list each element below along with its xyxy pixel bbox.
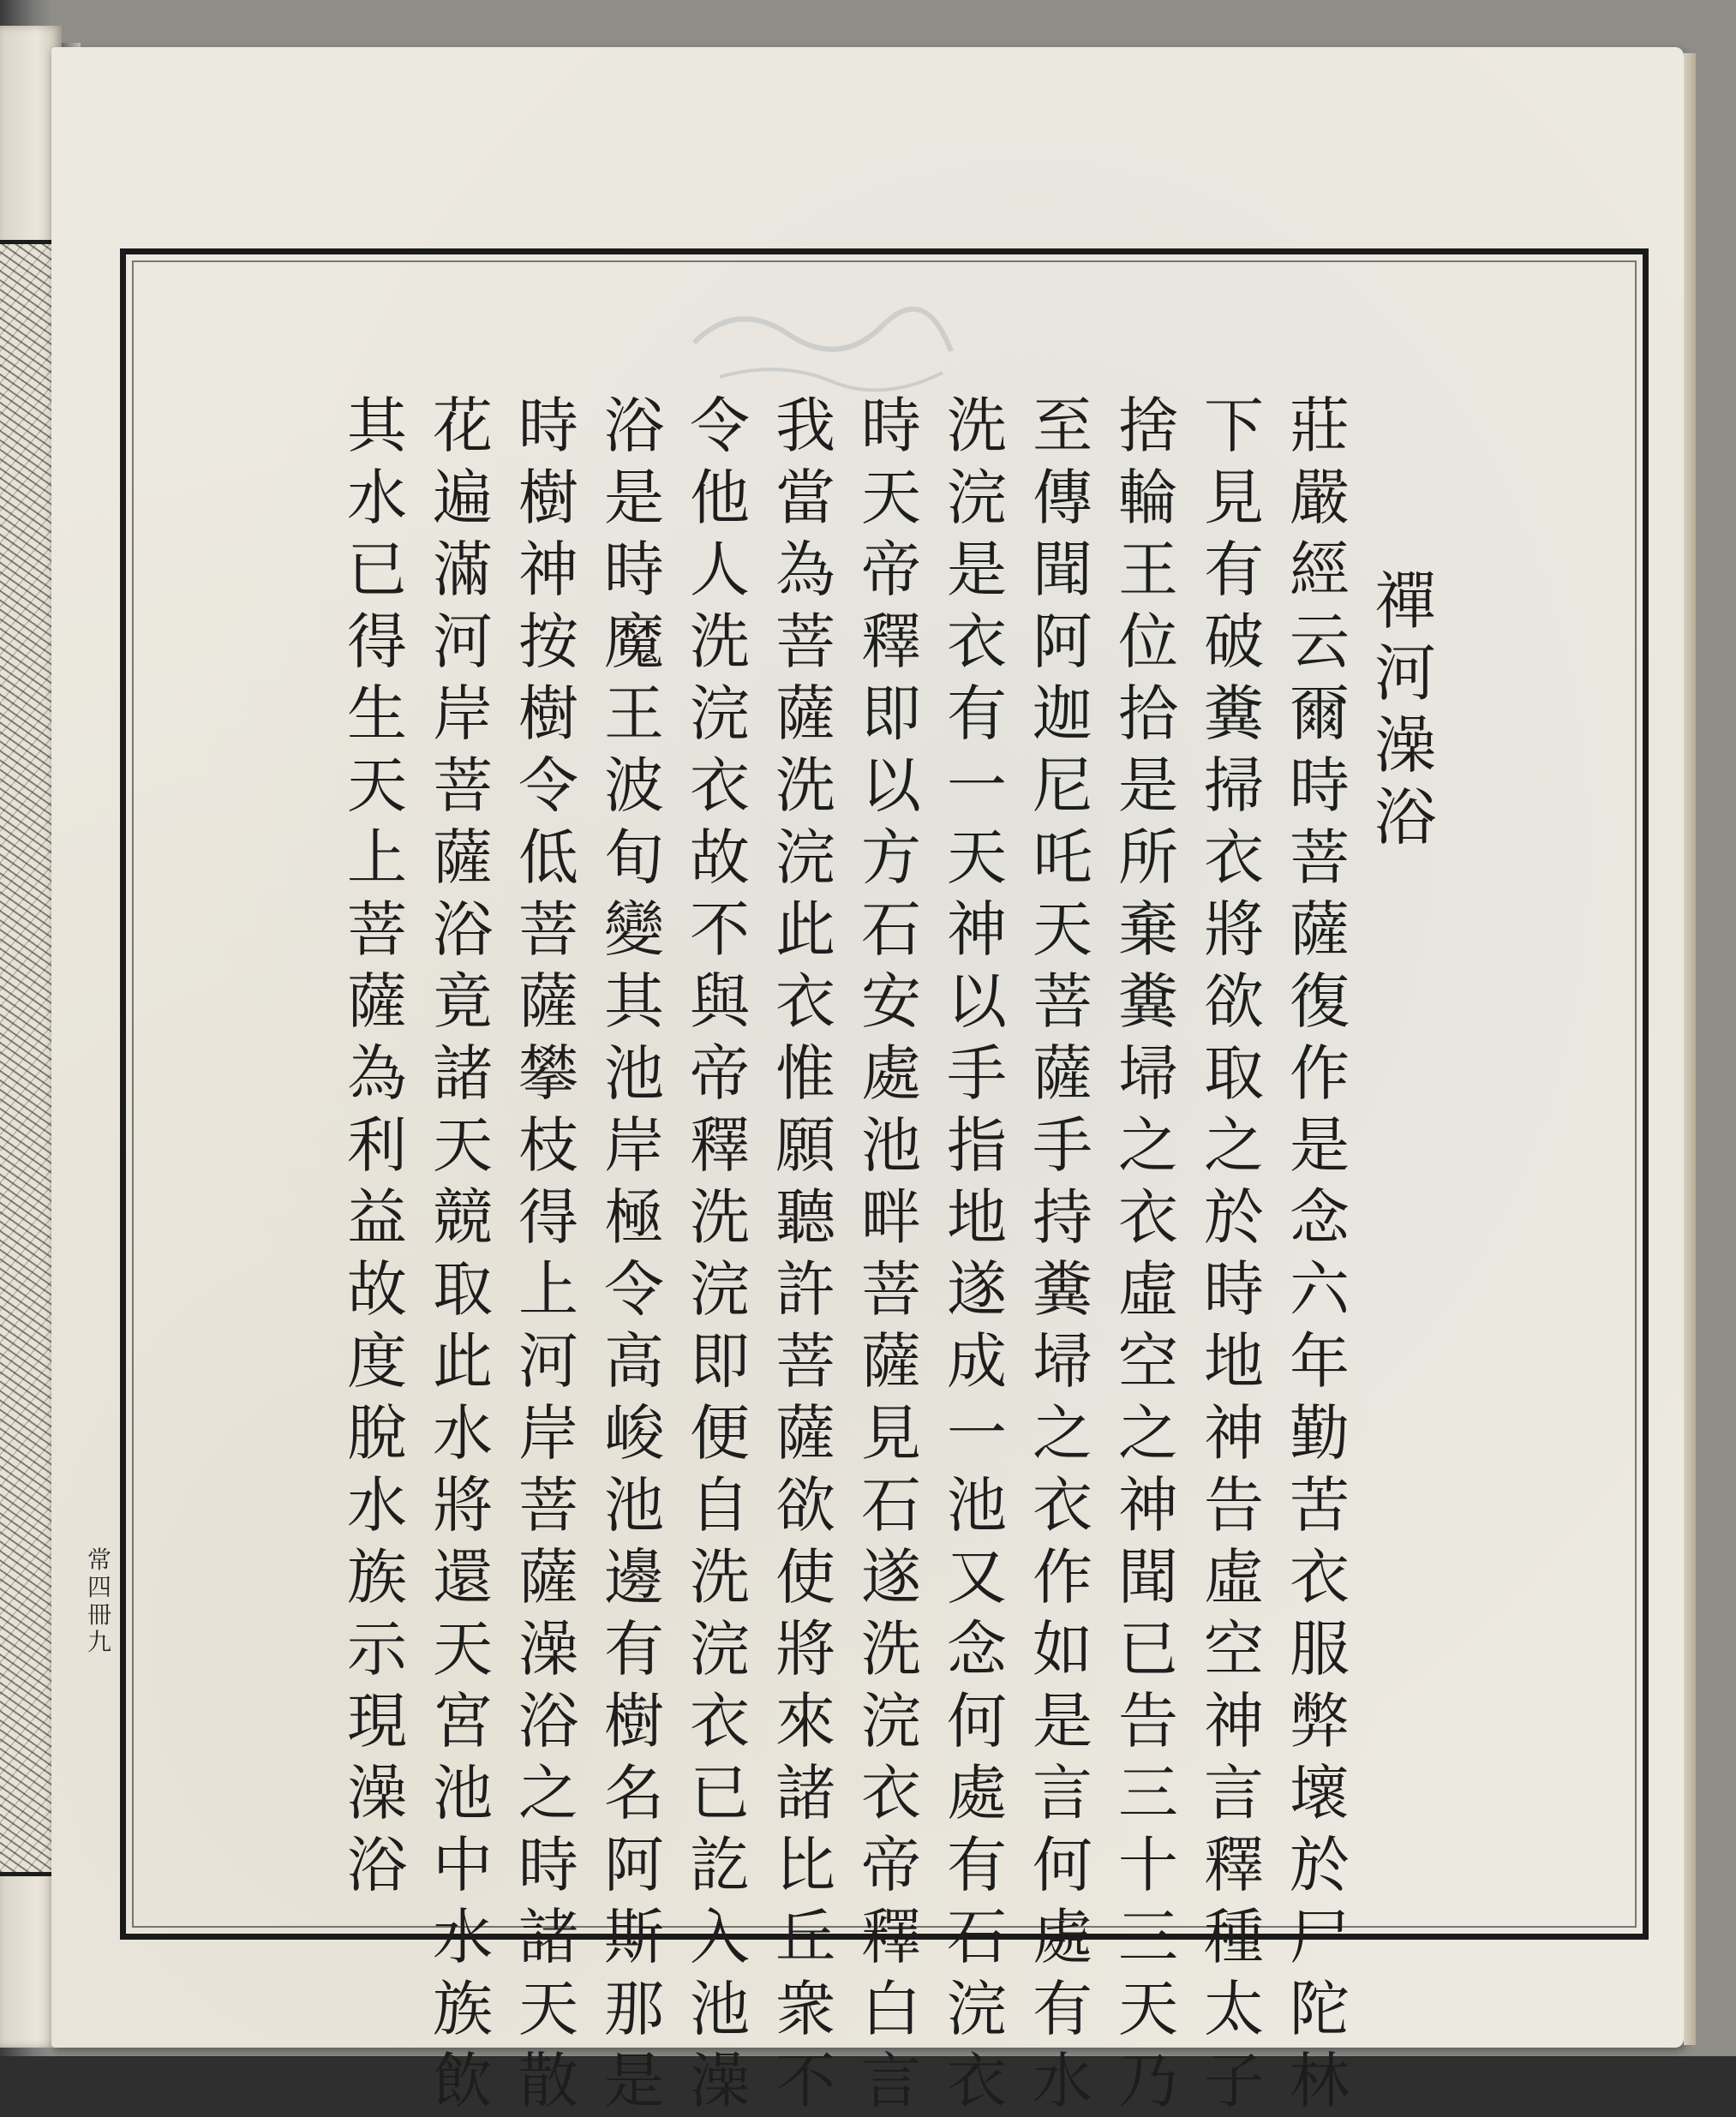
text-column: 洗 浣 是 衣 有 一 天 神 以 手 指 地 遂 成 一 池 又 念 何 處 有 石 浣 衣 [947, 391, 1007, 2116]
text-column: 時 天 帝 釋 即 以 方 石 安 處 池 畔 菩 薩 見 石 遂 洗 浣 衣 帝 釋 白 言 [861, 391, 921, 2116]
text-column: 捨 輪 王 位 拾 是 所 棄 糞 埽 之 衣 虛 空 之 神 聞 已 告 三 十 三 天 乃 [1118, 391, 1178, 2116]
text-column: 其 水 已 得 生 天 上 菩 薩 為 利 益 故 度 脫 水 族 示 現 澡 浴 [347, 391, 407, 1900]
text-column: 莊 嚴 經 云 爾 時 菩 薩 復 作 是 念 六 年 勤 苦 衣 服 弊 壞 於 尸 陀 林 [1290, 391, 1350, 2116]
page-marker: 常 四 冊 九 [87, 1546, 111, 1656]
text-column: 我 當 為 菩 薩 洗 浣 此 衣 惟 願 聽 許 菩 薩 欲 使 將 來 諸 比 丘 衆 不 [775, 391, 835, 2116]
text-column: 至 傳 聞 阿 迦 尼 吒 天 菩 薩 手 持 糞 埽 之 衣 作 如 是 言 何 處 有 水 [1033, 391, 1092, 2116]
text-column: 令 他 人 洗 浣 衣 故 不 與 帝 釋 洗 浣 即 便 自 洗 浣 衣 已 訖 入 池 澡 [690, 391, 750, 2116]
left-page-illustration [0, 240, 57, 1876]
chapter-title: 禪 河 澡 浴 [1374, 565, 1436, 853]
text-column: 時 樹 神 按 樹 令 低 菩 薩 攀 枝 得 上 河 岸 菩 薩 澡 浴 之 時 諸 天 散 [518, 391, 578, 2116]
text-column: 下 見 有 破 糞 掃 衣 將 欲 取 之 於 時 地 神 告 虛 空 神 言 釋 種 太 子 [1204, 391, 1264, 2116]
text-column: 浴 是 時 魔 王 波 旬 變 其 池 岸 極 令 高 峻 池 邊 有 樹 名 阿 斯 那 是 [604, 391, 664, 2116]
page-edge [1684, 53, 1696, 2045]
text-column: 花 遍 滿 河 岸 菩 薩 浴 竟 諸 天 競 取 此 水 將 還 天 宮 池 中 水 族 飲 [433, 391, 493, 2116]
